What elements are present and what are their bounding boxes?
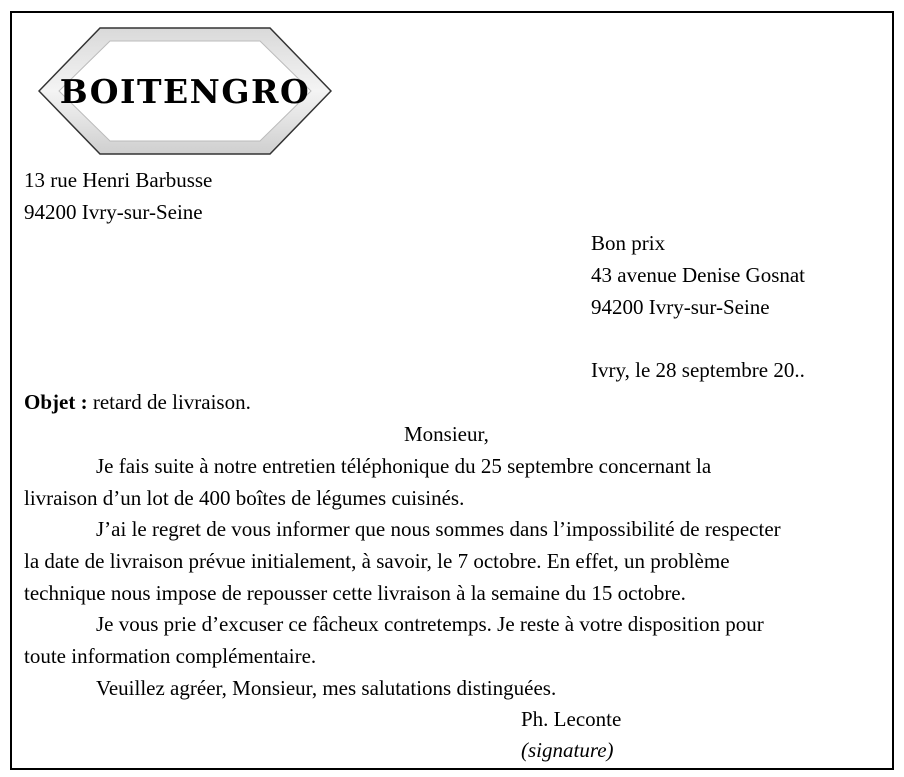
recipient-name: Bon prix: [591, 231, 666, 255]
sender-street: 13 rue Henri Barbusse: [24, 168, 213, 192]
closing-line: Veuillez agréer, Monsieur, mes salutations distinguées.: [96, 676, 557, 700]
body-line: la date de livraison prévue initialement, à savoir, le 7 octobre. En effet, un problème: [24, 549, 730, 573]
signature-placeholder: (signature): [521, 738, 614, 762]
subject-label: Objet :: [24, 390, 88, 414]
sender-city: 94200 Ivry-sur-Seine: [24, 200, 203, 224]
body-line: J’ai le regret de vous informer que nous sommes dans l’impossibilité de respecter: [96, 517, 781, 541]
body-line: Je fais suite à notre entretien téléphonique du 25 septembre concernant la: [96, 454, 712, 478]
salutation: Monsieur,: [404, 422, 489, 446]
subject-line: [24, 386, 251, 418]
recipient-street: 43 avenue Denise Gosnat: [591, 263, 806, 287]
subject-text: retard de livraison.: [92, 390, 251, 414]
company-logo: [38, 27, 332, 155]
body-line: technique nous impose de repousser cette livraison à la semaine du 15 octobre.: [24, 581, 686, 605]
date-line: Ivry, le 28 septembre 20..: [591, 358, 805, 382]
body-line: Je vous prie d’excuser ce fâcheux contretemps. Je reste à votre disposition pour: [96, 612, 764, 636]
recipient-city: 94200 Ivry-sur-Seine: [591, 295, 770, 319]
logo-wordmark: BOITENGRO: [59, 71, 311, 111]
body-line: toute information complémentaire.: [24, 644, 317, 668]
signatory-name: Ph. Leconte: [521, 707, 622, 731]
body-line: livraison d’un lot de 400 boîtes de légumes cuisinés.: [24, 486, 465, 510]
